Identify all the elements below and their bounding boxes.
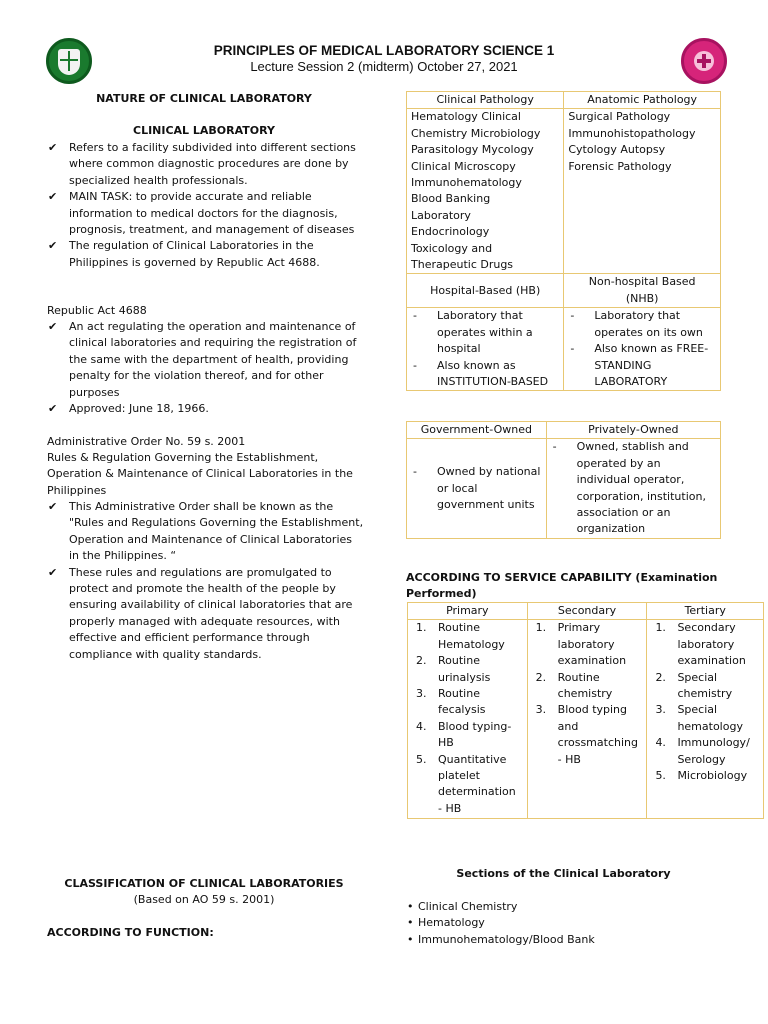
list-item: - Also known as INSTITUTION-BASED: [411, 358, 559, 391]
list-item: ✔ This Administrative Order shall be known as the "Rules and Regulations Governing the Establishment, Operation and Maintenance of Clinical Laboratories in the Philippines. “: [47, 499, 365, 565]
privately-owned-cell: [546, 439, 720, 539]
list-item: Blood Banking: [411, 192, 491, 206]
hospital-based-header: Hospital-Based (HB): [407, 274, 564, 308]
list-item: • Hematology: [407, 915, 727, 931]
list-item: - Also known as FREE-STANDING LABORATORY: [568, 341, 716, 390]
list-item: 2. Routine urinalysis: [416, 654, 491, 684]
function-table: [406, 91, 721, 391]
function-heading: ACCORDING TO FUNCTION:: [47, 926, 214, 939]
clinical-pathology-cell: [407, 109, 564, 274]
list-item: Immunohistopathology: [568, 126, 696, 140]
hospital-based-cell: [407, 308, 564, 391]
list-item: - Laboratory that operates within a hospital: [411, 308, 559, 357]
government-owned-header: Government-Owned: [407, 422, 547, 439]
anatomic-pathology-header: Anatomic Pathology: [564, 92, 721, 109]
list-item: 2. Routine chemistry: [535, 670, 613, 701]
ao-subheading: Rules & Regulation Governing the Establishment, Operation & Maintenance of Clinical Laboratories in the Philippines: [47, 451, 353, 497]
list-item: 1. Primary laboratory examination: [535, 621, 627, 668]
list-item: Cytology Autopsy: [568, 143, 666, 157]
list-item: 5. Microbiology: [655, 769, 748, 783]
list-item: Chemistry Microbiology: [411, 126, 541, 140]
primary-cell: [408, 620, 528, 819]
document-title: PRINCIPLES OF MEDICAL LABORATORY SCIENCE 1: [213, 43, 555, 58]
service-capability-heading: ACCORDING TO SERVICE CAPABILITY (Examination Performed): [406, 571, 718, 601]
sections-list: [407, 899, 727, 948]
list-item: - Owned, stablish and operated by an individual operator, corporation, institution, association or an organization: [551, 439, 716, 537]
ra-list: [47, 319, 365, 417]
list-item: 5. Quantitative platelet determination - HB: [416, 752, 516, 815]
list-item: Laboratory: [411, 208, 471, 222]
list-item: ✔ Refers to a facility subdivided into different sections where common diagnostic procedures are done by specialized health professionals.: [47, 140, 365, 189]
list-item: 4. Immunology/ Serology: [655, 736, 750, 766]
ra-heading: Republic Act 4688: [47, 304, 147, 317]
list-item: - Laboratory that operates on its own: [568, 308, 716, 341]
department-logo: [681, 38, 727, 84]
list-item: 3. Routine fecalysis: [416, 687, 486, 717]
service-capability-table: [407, 602, 764, 819]
tertiary-cell: [647, 620, 764, 819]
sections-heading: Sections of the Clinical Laboratory: [456, 867, 671, 880]
list-item: Therapeutic Drugs: [411, 258, 514, 272]
list-item: ✔ The regulation of Clinical Laboratories in the Philippines is governed by Republic Act 4688.: [47, 238, 365, 271]
list-item: ✔ These rules and regulations are promulgated to protect and promote the health of the people by ensuring availability of clinical laboratories that are properly managed with adequate resources, with effective and efficient performance through compliance with quality standards.: [47, 565, 365, 663]
nature-heading: NATURE OF CLINICAL LABORATORY: [96, 92, 312, 105]
government-owned-cell: [407, 439, 547, 539]
list-item: - Owned by national or local government units: [411, 464, 542, 513]
secondary-cell: [527, 620, 647, 819]
list-item: Parasitology Mycology: [411, 143, 534, 157]
privately-owned-header: Privately-Owned: [546, 422, 720, 439]
ownership-table: [406, 421, 721, 539]
list-item: • Immunohematology/Blood Bank: [407, 932, 727, 948]
list-item: Hematology Clinical: [411, 110, 521, 124]
list-item: Forensic Pathology: [568, 159, 672, 173]
anatomic-pathology-cell: [564, 109, 721, 274]
tertiary-header: Tertiary: [647, 603, 764, 620]
school-logo: [46, 38, 92, 84]
list-item: Immunohematology: [411, 176, 522, 190]
ao-heading: Administrative Order No. 59 s. 2001: [47, 435, 246, 448]
classification-heading: CLASSIFICATION OF CLINICAL LABORATORIES: [64, 877, 344, 890]
list-item: 1. Secondary laboratory examination: [655, 621, 746, 668]
list-item: Endocrinology: [411, 225, 490, 239]
clinical-lab-list: [47, 140, 365, 271]
classification-subheading: (Based on AO 59 s. 2001): [133, 893, 275, 906]
clinical-lab-heading: CLINICAL LABORATORY: [133, 124, 275, 137]
document-subtitle: Lecture Session 2 (midterm) October 27, 2021: [250, 59, 518, 74]
list-item: 4. Blood typing-HB: [416, 719, 512, 750]
non-hospital-based-cell: [564, 308, 721, 391]
list-item: Clinical Microscopy: [411, 159, 516, 173]
clinical-pathology-header: Clinical Pathology: [407, 92, 564, 109]
list-item: ✔ MAIN TASK: to provide accurate and reliable information to medical doctors for the diagnosis, prognosis, treatment, and management of diseases: [47, 189, 365, 238]
list-item: Surgical Pathology: [568, 110, 671, 124]
non-hospital-based-header: Non-hospital Based (NHB): [564, 274, 721, 308]
list-item: Toxicology and: [411, 241, 493, 255]
ao-list: [47, 499, 365, 663]
list-item: • Clinical Chemistry: [407, 899, 727, 915]
list-item: ✔ An act regulating the operation and maintenance of clinical laboratories and requiring the registration of the same with the department of health, providing penalty for the violation thereof, and for other purposes: [47, 319, 365, 401]
primary-header: Primary: [408, 603, 528, 620]
list-item: ✔ Approved: June 18, 1966.: [47, 401, 365, 417]
list-item: 1. Routine Hematology: [416, 621, 505, 651]
list-item: 3. Blood typing and crossmatching - HB: [535, 703, 638, 766]
list-item: 2. Special chemistry: [655, 670, 733, 701]
list-item: 3. Special hematology: [655, 703, 743, 733]
secondary-header: Secondary: [527, 603, 647, 620]
